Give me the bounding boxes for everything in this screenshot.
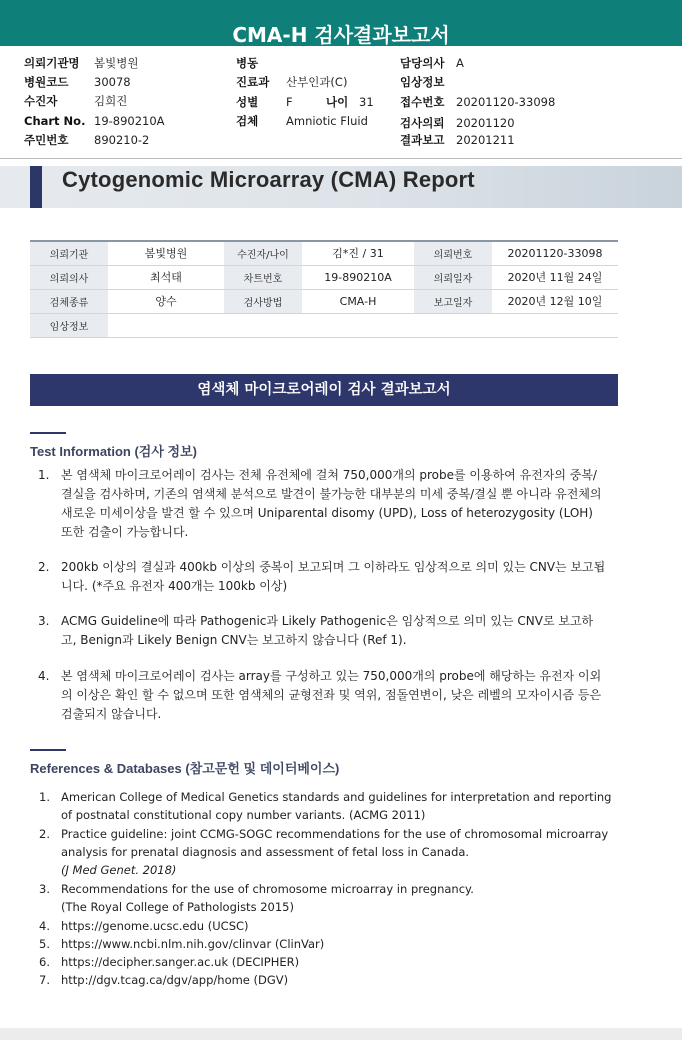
meta-row (236, 94, 374, 113)
table-label: 보고일자 (414, 289, 492, 313)
meta-label: 병동 (236, 56, 259, 70)
table-cell: 김*진 / 31 (302, 241, 414, 265)
meta-label: 병원코드 (24, 75, 69, 89)
meta-label: 진료과 (236, 75, 270, 89)
ref-link[interactable]: http://dgv.tcag.ca/dgv/app/home (DGV) (61, 973, 289, 987)
meta-row (24, 55, 138, 74)
ref-citation: (The Royal College of Pathologists 2015) (61, 900, 294, 915)
list-number: 4. (38, 669, 50, 683)
footer-band (0, 1028, 682, 1040)
meta-row (24, 93, 127, 112)
table-label: 의뢰기관 (30, 241, 108, 265)
list-text: 본 염색체 마이크로어레이 검사는 array를 구성하고 있는 750,000개의 probe에 해당하는 유전자 이외의 이상은 확인 할 수 없으며 또한 염색체의 균형전좌 및 역위, 점돌연변이, 낮은 레벨의 모자이시즘 등은 검출되지 않습니다. (61, 669, 602, 721)
table-row (30, 265, 618, 289)
meta-value: Amniotic Fluid (286, 114, 368, 128)
test-info-title: Test Information (검사 정보) (30, 444, 197, 459)
meta-value: 30078 (94, 75, 131, 89)
meta-value: 19-890210A (94, 114, 165, 128)
meta-value: 산부인과(C) (286, 75, 348, 89)
table-row (30, 289, 618, 313)
meta-label: Chart No. (24, 114, 86, 128)
meta-row (236, 113, 368, 132)
meta-label: 결과보고 (400, 133, 445, 147)
meta-label: 성별 (236, 95, 259, 109)
table-label: 임상정보 (30, 313, 108, 337)
table-cell: 최석태 (108, 265, 224, 289)
meta-row (400, 94, 555, 113)
meta-value: 20201120 (456, 116, 515, 130)
report-title: Cytogenomic Microarray (CMA) Report (62, 167, 475, 192)
table-label: 검체종류 (30, 289, 108, 313)
table-cell: 봄빛병원 (108, 241, 224, 265)
table-cell: 2020년 12월 10일 (492, 289, 618, 313)
meta-value: 890210-2 (94, 133, 150, 147)
meta-label: 검사의뢰 (400, 116, 445, 130)
meta-label: 임상정보 (400, 75, 445, 89)
ref-link[interactable]: https://www.ncbi.nlm.nih.gov/clinvar (ClinVar) (61, 937, 325, 951)
table-label: 의뢰일자 (414, 265, 492, 289)
table-label: 의뢰의사 (30, 265, 108, 289)
table-cell: CMA-H (302, 289, 414, 313)
meta-value: 김희진 (94, 94, 128, 108)
section-rule (30, 749, 66, 751)
ref-number: 7. (39, 973, 50, 987)
meta-value: 31 (359, 95, 374, 109)
table-cell: 19-890210A (302, 265, 414, 289)
table-label: 의뢰번호 (414, 241, 492, 265)
list-text: ACMG Guideline에 따라 Pathogenic과 Likely Pathogenic은 임상적으로 의미 있는 CNV로 보고하고, Benign과 Likely Benign CNV는 보고하지 않습니다 (Ref 1). (61, 614, 594, 647)
ref-number: 2. (39, 827, 50, 841)
meta-value: A (456, 56, 464, 70)
list-text: 200kb 이상의 결실과 400kb 이상의 중복이 보고되며 그 이하라도 임상적으로 의미 있는 CNV는 보고됩니다. (*주요 유전자 400개는 100kb 이상) (61, 560, 606, 593)
list-number: 1. (38, 468, 50, 482)
request-info-table (30, 240, 618, 338)
list-text: 본 염색체 마이크로어레이 검사는 전체 유전체에 걸쳐 750,000개의 probe를 이용하여 유전자의 중복/결실을 검사하며, 기존의 염색체 분석으로 발견이 불가능한 대부분의 미세 중복/결실 뿐 아니라 유전체의 새로운 미세이상을 발견 할 수 있으며 Uniparental disomy (UPD), Loss of heterozygosity (LOH) 또한 검출이 가능합니다. (61, 468, 602, 539)
table-cell: 2020년 11월 24일 (492, 265, 618, 289)
meta-row (236, 74, 347, 93)
report-banner (0, 166, 682, 208)
table-cell: 양수 (108, 289, 224, 313)
header-title: CMA-H 검사결과보고서 (232, 23, 450, 47)
section-rule (30, 432, 66, 434)
divider (0, 158, 682, 159)
meta-value: 봄빛병원 (94, 56, 139, 70)
meta-row (24, 132, 149, 151)
table-row (30, 241, 618, 265)
meta-value: F (286, 95, 293, 109)
report-header (0, 0, 682, 46)
meta-value: 20201211 (456, 133, 515, 147)
table-label: 검사방법 (224, 289, 302, 313)
references-title: References & Databases (참고문헌 및 데이터베이스) (30, 761, 340, 776)
ref-number: 6. (39, 955, 50, 969)
meta-row (24, 114, 165, 133)
ref-link[interactable]: https://decipher.sanger.ac.uk (DECIPHER) (61, 955, 300, 969)
meta-label: 담당의사 (400, 56, 445, 70)
meta-label: 검체 (236, 114, 259, 128)
table-label: 수진자/나이 (224, 241, 302, 265)
banner-accent-bar (30, 166, 42, 208)
ref-number: 4. (39, 919, 50, 933)
meta-row (400, 55, 464, 74)
list-number: 2. (38, 560, 50, 574)
meta-row (400, 132, 515, 151)
section-banner: 염색체 마이크로어레이 검사 결과보고서 (30, 374, 618, 406)
ref-text: Recommendations for the use of chromosome microarray in pregnancy. (61, 882, 474, 896)
ref-link[interactable]: https://genome.ucsc.edu (UCSC) (61, 919, 249, 933)
ref-number: 3. (39, 882, 50, 896)
meta-value: 20201120-33098 (456, 95, 556, 109)
meta-label: 주민번호 (24, 133, 69, 147)
table-cell-clinical-info (108, 313, 618, 337)
meta-row (24, 74, 131, 93)
ref-number: 5. (39, 937, 50, 951)
meta-label: 접수번호 (400, 95, 445, 109)
meta-row (236, 55, 286, 74)
ref-text-wrap (61, 825, 621, 880)
ref-number: 1. (39, 790, 50, 804)
table-cell: 20201120-33098 (492, 241, 618, 265)
meta-label: 수진자 (24, 94, 58, 108)
list-number: 3. (38, 614, 50, 628)
table-row (30, 313, 618, 337)
ref-text: American College of Medical Genetics standards and guidelines for interpretation and reporting of postnatal constitutional copy number variants. (ACMG 2011) (61, 790, 612, 823)
meta-label: 의뢰기관명 (24, 56, 80, 70)
ref-citation: (J Med Genet. 2018) (61, 863, 177, 878)
ref-text-wrap (61, 880, 621, 916)
table-label: 차트번호 (224, 265, 302, 289)
ref-text: Practice guideline: joint CCMG-SOGC recommendations for the use of chromosomal microarray analysis for prenatal diagnosis and assessment of fetal loss in Canada. (61, 827, 609, 860)
meta-label: 나이 (326, 95, 349, 109)
meta-row (400, 74, 456, 93)
